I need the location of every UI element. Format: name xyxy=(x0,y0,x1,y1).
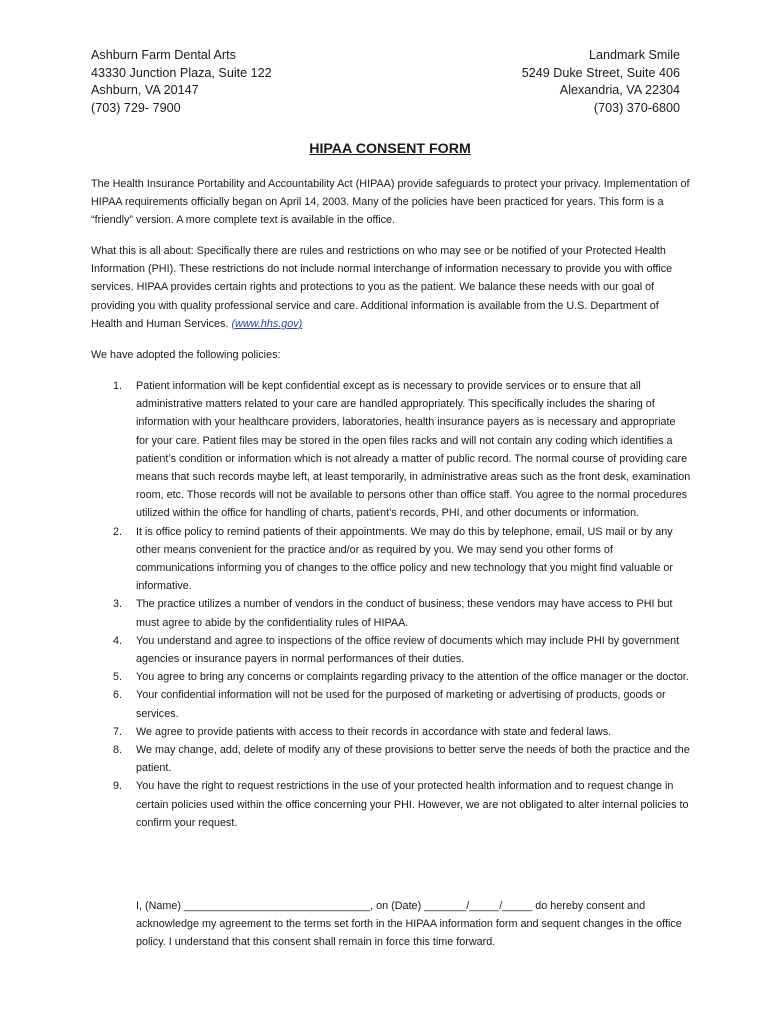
policies-list xyxy=(91,377,691,832)
policy-number: 4. xyxy=(113,634,123,647)
policy-number: 5. xyxy=(113,671,123,684)
intro-paragraph: The Health Insurance Portability and Accountability Act (HIPAA) provide safeguards to protect your privacy. Implementation of HIPAA requirements officially began on April 14, 2003. Many of the policies have been practiced for years. This form is a “friendly” version. A more complete text is available in the office. xyxy=(91,178,690,227)
policy-item xyxy=(91,686,691,722)
policy-item xyxy=(91,668,691,686)
office-phone: (703) 729- 7900 xyxy=(91,100,181,115)
office-street: 5249 Duke Street, Suite 406 xyxy=(521,65,680,80)
policy-number: 1. xyxy=(113,380,123,392)
policy-item xyxy=(91,777,691,832)
office-city: Alexandria, VA 22304 xyxy=(559,83,680,97)
consent-statement xyxy=(136,897,696,952)
policy-item xyxy=(91,595,691,631)
office-phone: (703) 370-6800 xyxy=(593,100,680,115)
policy-item xyxy=(91,741,691,777)
policy-number: 9. xyxy=(113,780,123,793)
about-paragraph xyxy=(91,242,691,333)
office-street: 43330 Junction Plaza, Suite 122 xyxy=(91,65,272,80)
policy-number: 7. xyxy=(113,725,123,738)
office-address-left xyxy=(91,47,272,117)
policies-intro: We have adopted the following policies: xyxy=(91,349,281,361)
name-label: I, (Name) xyxy=(136,900,181,912)
policy-item xyxy=(91,523,691,596)
about-text: What this is all about: Specifically there are rules and restrictions on who may see or be notified of your Protected Health Information (PHI). These restrictions do not include normal interchange of information necessary to provide you with office services. HIPAA provides certain rights and protections to you as the patient. We balance these needs with our goal of providing you with quality professional service and care. Additional information is available from the U.S. Department of Health and Human Services. xyxy=(91,245,673,330)
office-name: Landmark Smile xyxy=(589,48,680,62)
form-title: HIPAA CONSENT FORM xyxy=(309,141,471,157)
policy-text: The practice utilizes a number of vendors in the conduct of business; these vendors may have access to PHI but must agree to abide by the confidentiality rules of HIPAA. xyxy=(136,598,673,629)
policy-number: 8. xyxy=(113,744,123,757)
policy-number: 6. xyxy=(113,689,123,702)
date-blank[interactable]: _______/_____/_____ xyxy=(424,900,533,912)
name-blank[interactable]: _______________________________, xyxy=(184,900,374,912)
policy-text: Your confidential information will not be used for the purposed of marketing or advertising of products, goods or services. xyxy=(136,689,666,720)
office-name: Ashburn Farm Dental Arts xyxy=(91,48,236,62)
policy-item xyxy=(91,377,691,523)
policy-text: You have the right to request restrictions in the use of your protected health information and to request change in certain policies used within the office concerning your PHI. However, we are not obligated to alter internal policies to confirm your request. xyxy=(136,780,689,829)
policy-item xyxy=(91,632,691,668)
office-address-right xyxy=(522,47,680,117)
hhs-link[interactable]: (www.hhs.gov) xyxy=(231,317,303,330)
policy-item xyxy=(91,723,691,741)
office-city: Ashburn, VA 20147 xyxy=(91,83,199,97)
policy-number: 2. xyxy=(113,525,123,538)
policy-text: You understand and agree to inspections of the office review of documents which may include PHI by government agencies or insurance payers in normal performances of their duties. xyxy=(136,634,680,666)
policy-text: It is office policy to remind patients of their appointments. We may do this by telephone, email, US mail or by any other means convenient for the practice and/or as required by you. We may send you other forms of communications informing you of changes to the office policy and new technology that you might find valuable or informative. xyxy=(136,525,673,593)
policy-text: We agree to provide patients with access to their records in accordance with state and federal laws. xyxy=(136,725,612,738)
policy-text: Patient information will be kept confidential except as is necessary to provide services or to ensure that all administrative matters related to your care are handled appropriately. This specifically includes the sharing of information with your healthcare providers, laboratories, health insurance payers as is necessary and appropriate for your care. Patient files may be stored in the open files racks and will not contain any coding which identifies a patient’s condition or information which is not already a matter of public record. The normal course of providing care means that such records maybe left, at least temporarily, in administrative areas such as the front desk, examination room, etc. Those records will not be available to persons other than office staff. You agree to the normal procedures utilized within the office for handling of charts, patient’s records, PHI, and other documents or information. xyxy=(136,380,691,520)
policy-number: 3. xyxy=(113,598,123,611)
date-label: on (Date) xyxy=(376,900,422,912)
consent-text: do hereby consent and acknowledge my agreement to the terms set forth in the HIPAA information form and sequent changes in the office policy. I understand that this consent shall remain in force this time forward. xyxy=(136,900,682,949)
policy-text: We may change, add, delete of modify any of these provisions to better serve the needs of both the practice and the patient. xyxy=(136,744,690,775)
policy-text: You agree to bring any concerns or complaints regarding privacy to the attention of the office manager or the doctor. xyxy=(136,671,689,684)
